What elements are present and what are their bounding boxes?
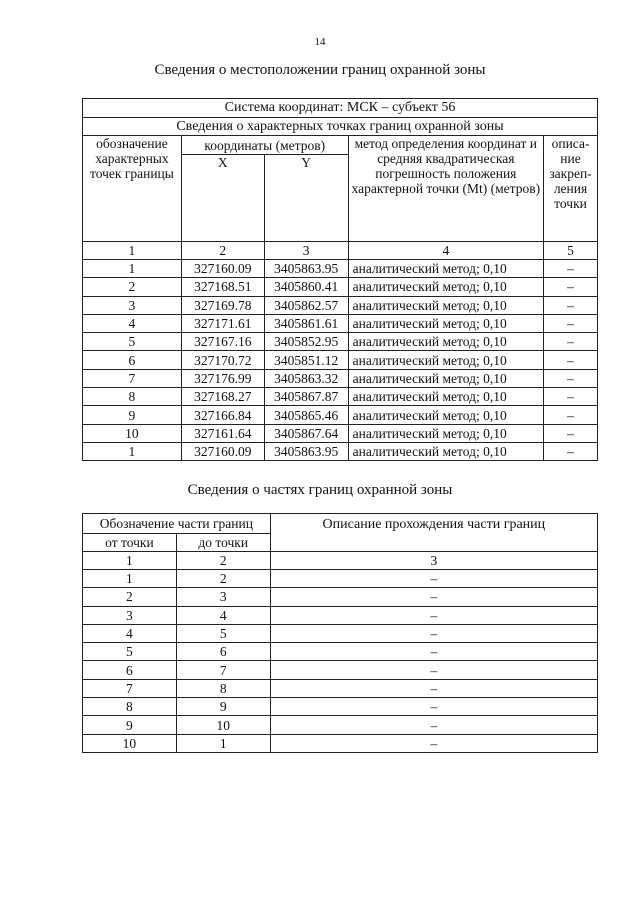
part-row: [83, 716, 598, 734]
x-coord-cell: 327171.61: [181, 314, 264, 332]
part-row: [83, 698, 598, 716]
y-coord-cell: 3405860.41: [264, 278, 348, 296]
point-id-cell: 3: [83, 296, 182, 314]
y-coord-cell: 3405867.64: [264, 424, 348, 442]
points-table-subtitle: Сведения о характерных точках границ охранной зоны: [83, 118, 598, 136]
x-coord-cell: 327170.72: [181, 351, 264, 369]
y-coord-cell: 3405861.61: [264, 314, 348, 332]
boundary-parts-table: [82, 513, 598, 753]
to-point-cell: 1: [176, 734, 270, 752]
point-row: [83, 278, 598, 296]
fixing-cell: –: [544, 260, 598, 278]
part-description-cell: –: [270, 624, 597, 642]
point-id-cell: 2: [83, 278, 182, 296]
header-coordinates: координаты (метров): [181, 136, 348, 155]
method-cell: аналитический метод; 0,10: [348, 260, 543, 278]
x-coord-cell: 327176.99: [181, 369, 264, 387]
method-cell: аналитический метод; 0,10: [348, 369, 543, 387]
fixing-cell: –: [544, 442, 598, 460]
to-point-cell: 8: [176, 679, 270, 697]
x-coord-cell: 327169.78: [181, 296, 264, 314]
method-cell: аналитический метод; 0,10: [348, 296, 543, 314]
section2-title: Сведения о частях границ охранной зоны: [187, 482, 453, 498]
method-cell: аналитический метод; 0,10: [348, 388, 543, 406]
y-coord-cell: 3405863.32: [264, 369, 348, 387]
point-row: [83, 442, 598, 460]
fixing-cell: –: [544, 314, 598, 332]
part-description-cell: –: [270, 734, 597, 752]
point-id-cell: 5: [83, 333, 182, 351]
y-coord-cell: 3405865.46: [264, 406, 348, 424]
section1-title: Сведения о местоположении границ охранной зоны: [154, 62, 486, 78]
y-coord-cell: 3405851.12: [264, 351, 348, 369]
part-row: [83, 624, 598, 642]
header-part-description: Описание прохождения части границ: [270, 514, 597, 552]
part-description-cell: –: [270, 661, 597, 679]
point-row: [83, 296, 598, 314]
point-row: [83, 351, 598, 369]
y-coord-cell: 3405862.57: [264, 296, 348, 314]
to-point-cell: 2: [176, 570, 270, 588]
from-point-cell: 7: [83, 679, 177, 697]
to-point-cell: 7: [176, 661, 270, 679]
part-row: [83, 679, 598, 697]
col-number: 2: [176, 552, 270, 570]
x-coord-cell: 327161.64: [181, 424, 264, 442]
header-point-designation: обозначение характерных точек границы: [83, 136, 182, 242]
y-coord-cell: 3405867.87: [264, 388, 348, 406]
from-point-cell: 10: [83, 734, 177, 752]
header-y: Y: [264, 155, 348, 242]
part-description-cell: –: [270, 698, 597, 716]
to-point-cell: 5: [176, 624, 270, 642]
method-cell: аналитический метод; 0,10: [348, 314, 543, 332]
point-row: [83, 333, 598, 351]
point-id-cell: 10: [83, 424, 182, 442]
fixing-cell: –: [544, 278, 598, 296]
point-row: [83, 424, 598, 442]
method-cell: аналитический метод; 0,10: [348, 278, 543, 296]
fixing-cell: –: [544, 296, 598, 314]
part-row: [83, 734, 598, 752]
x-coord-cell: 327167.16: [181, 333, 264, 351]
part-description-cell: –: [270, 643, 597, 661]
from-point-cell: 8: [83, 698, 177, 716]
part-description-cell: –: [270, 679, 597, 697]
part-row: [83, 643, 598, 661]
point-row: [83, 369, 598, 387]
column-numbers-row: [83, 242, 598, 260]
boundary-points-table: [82, 98, 598, 461]
part-description-cell: –: [270, 570, 597, 588]
col-number: 1: [83, 552, 177, 570]
y-coord-cell: 3405863.95: [264, 260, 348, 278]
from-point-cell: 5: [83, 643, 177, 661]
to-point-cell: 9: [176, 698, 270, 716]
point-id-cell: 1: [83, 442, 182, 460]
col-number: 3: [264, 242, 348, 260]
from-point-cell: 4: [83, 624, 177, 642]
x-coord-cell: 327160.09: [181, 260, 264, 278]
y-coord-cell: 3405852.95: [264, 333, 348, 351]
point-id-cell: 9: [83, 406, 182, 424]
point-row: [83, 406, 598, 424]
page-number: 14: [314, 36, 326, 48]
part-description-cell: –: [270, 716, 597, 734]
method-cell: аналитический метод; 0,10: [348, 333, 543, 351]
point-id-cell: 7: [83, 369, 182, 387]
point-id-cell: 6: [83, 351, 182, 369]
method-cell: аналитический метод; 0,10: [348, 424, 543, 442]
x-coord-cell: 327168.51: [181, 278, 264, 296]
fixing-cell: –: [544, 388, 598, 406]
from-point-cell: 3: [83, 606, 177, 624]
point-row: [83, 388, 598, 406]
to-point-cell: 10: [176, 716, 270, 734]
fixing-cell: –: [544, 369, 598, 387]
point-id-cell: 1: [83, 260, 182, 278]
from-point-cell: 1: [83, 570, 177, 588]
point-row: [83, 314, 598, 332]
method-cell: аналитический метод; 0,10: [348, 351, 543, 369]
col-number: 2: [181, 242, 264, 260]
point-id-cell: 4: [83, 314, 182, 332]
to-point-cell: 3: [176, 588, 270, 606]
col-number: 1: [83, 242, 182, 260]
y-coord-cell: 3405863.95: [264, 442, 348, 460]
fixing-cell: –: [544, 424, 598, 442]
header-method: метод определения координат и средняя квадратическая погрешность положения характерной точки (Mt) (метров): [348, 136, 543, 242]
method-cell: аналитический метод; 0,10: [348, 406, 543, 424]
header-to-point: до точки: [176, 534, 270, 552]
method-cell: аналитический метод; 0,10: [348, 442, 543, 460]
col-number: 3: [270, 552, 597, 570]
part-description-cell: –: [270, 588, 597, 606]
x-coord-cell: 327168.27: [181, 388, 264, 406]
header-from-point: от точки: [83, 534, 177, 552]
fixing-cell: –: [544, 333, 598, 351]
header-fixing-description: описа-ние закреп-ления точки: [544, 136, 598, 242]
fixing-cell: –: [544, 351, 598, 369]
col-number: 5: [544, 242, 598, 260]
to-point-cell: 4: [176, 606, 270, 624]
x-coord-cell: 327160.09: [181, 442, 264, 460]
from-point-cell: 2: [83, 588, 177, 606]
from-point-cell: 6: [83, 661, 177, 679]
point-id-cell: 8: [83, 388, 182, 406]
column-numbers-row: [83, 552, 598, 570]
point-row: [83, 260, 598, 278]
col-number: 4: [348, 242, 543, 260]
part-row: [83, 661, 598, 679]
part-row: [83, 606, 598, 624]
part-row: [83, 588, 598, 606]
header-part-designation: Обозначение части границ: [83, 514, 271, 534]
x-coord-cell: 327166.84: [181, 406, 264, 424]
fixing-cell: –: [544, 406, 598, 424]
part-row: [83, 570, 598, 588]
part-description-cell: –: [270, 606, 597, 624]
header-x: X: [181, 155, 264, 242]
to-point-cell: 6: [176, 643, 270, 661]
coord-system-label: Система координат: МСК – субъект 56: [83, 99, 598, 118]
from-point-cell: 9: [83, 716, 177, 734]
